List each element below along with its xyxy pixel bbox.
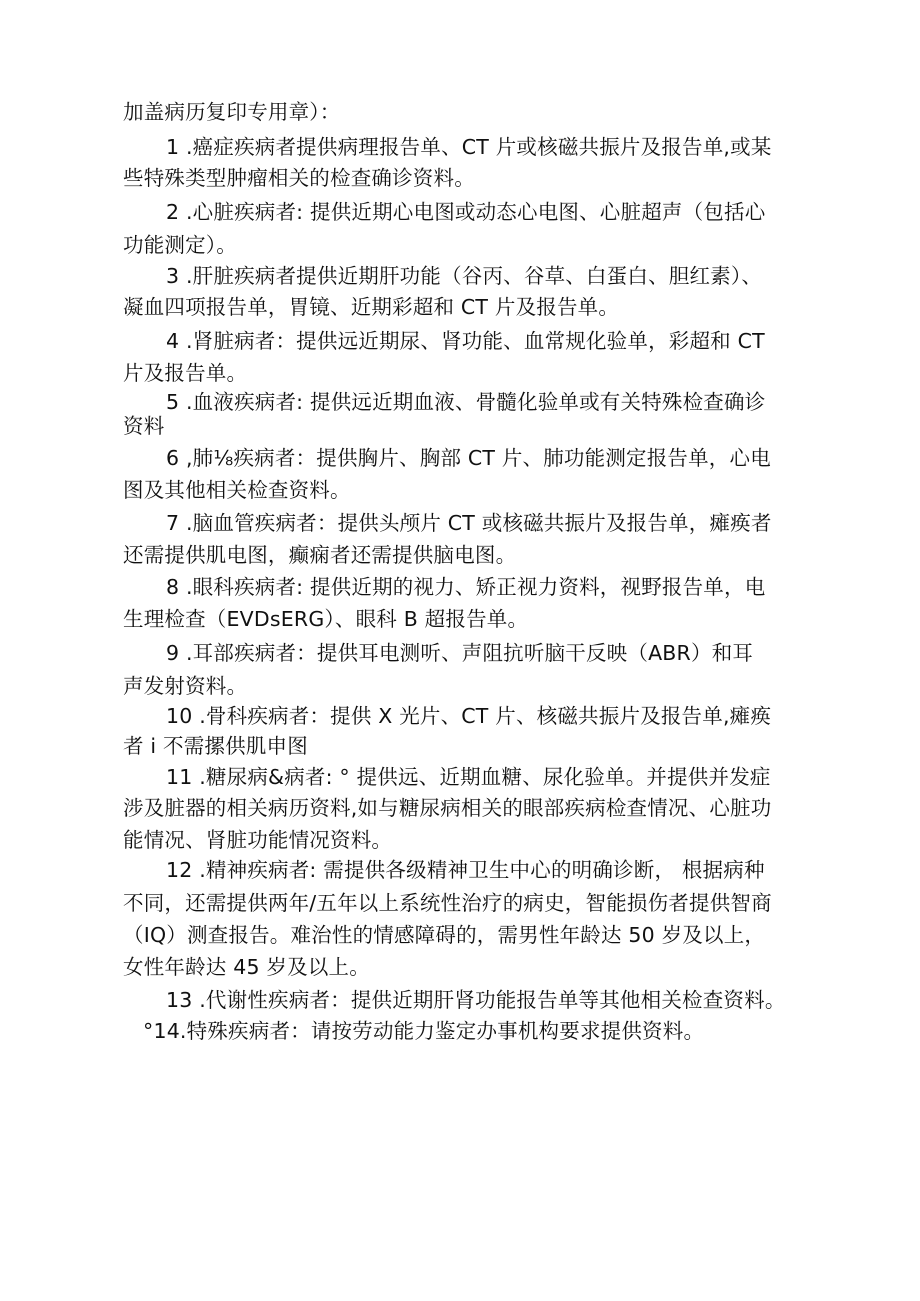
text-line: 凝血四项报告单，胃镜、近期彩超和 CT 片及报告单。 [123,295,620,319]
text-line: 功能测定）。 [123,233,237,257]
text-line: 能情况、肾脏功能情况资料。 [123,828,393,852]
text-line: 图及其他相关检查资料。 [123,478,351,502]
text-line: 资料 [123,414,165,438]
text-line: 4 .肾脏病者：提供远近期尿、肾功能、血常规化验单，彩超和 CT [166,329,765,353]
text-line: 2 .心脏疾病者: 提供近期心电图或动态心电图、心脏超声（包括心 [166,200,766,224]
text-line: 11 .糖尿病&病者: ° 提供远、近期血糖、尿化验单。并提供并发症 [166,765,771,789]
text-line: 5 .血液疾病者: 提供远近期血液、骨髓化验单或有关特殊检查确诊 [166,390,766,414]
text-line: 不同，还需提供两年/五年以上系统性治疗的病史，智能损伤者提供智商 [123,891,772,915]
text-line: 8 .眼科疾病者: 提供近期的视力、矫正视力资料，视野报告单，电 [166,575,766,599]
text-line: 9 .耳部疾病者：提供耳电测听、声阻抗听脑干反映（ABR）和耳 [166,641,754,665]
text-line: 还需提供肌电图，癫痫者还需提供脑电图。 [123,543,517,567]
text-line: 12 .精神疾病者: 需提供各级精神卫生中心的明确诊断， 根据病种 [166,858,765,882]
text-line: 3 .肝脏疾病者提供近期肝功能（谷丙、谷草、白蛋白、胆红素）、 [166,264,763,288]
text-line: 1 .癌症疾病者提供病理报告单、CT 片或核磁共振片及报告单,或某 [166,135,772,159]
text-line: 加盖病历复印专用章）： [123,100,341,124]
text-line: 6 ,肺⅛疾病者：提供胸片、胸部 CT 片、肺功能测定报告单，心电 [166,446,771,470]
text-line: 10 .骨科疾病者：提供 X 光片、CT 片、核磁共振片及报告单,瘫痪 [166,704,772,728]
text-line: 女性年龄达 45 岁及以上。 [123,955,370,979]
text-line: 生理检查（EVDsERG）、眼科 B 超报告单。 [123,607,529,631]
text-line: 些特殊类型肿瘤相关的检查确诊资料。 [123,166,475,190]
text-line: 13 .代谢性疾病者：提供近期肝肾功能报告单等其他相关检查资料。 [166,988,786,1012]
text-line: （IQ）测查报告。难治性的情感障碍的，需男性年龄达 50 岁及以上， [123,923,766,947]
text-line: 7 .脑血管疾病者：提供头颅片 CT 或核磁共振片及报告单，瘫痪者 [166,511,772,535]
text-line: 者 i 不需摞供肌申图 [123,734,308,758]
text-line: 声发射资料。 [123,674,248,698]
text-line: °14.特殊疾病者：请按劳动能力鉴定办事机构要求提供资料。 [143,1019,705,1043]
text-line: 涉及脏器的相关病历资料,如与糖尿病相关的眼部疾病检查情况、心脏功 [123,796,772,820]
text-line: 片及报告单。 [123,361,248,385]
